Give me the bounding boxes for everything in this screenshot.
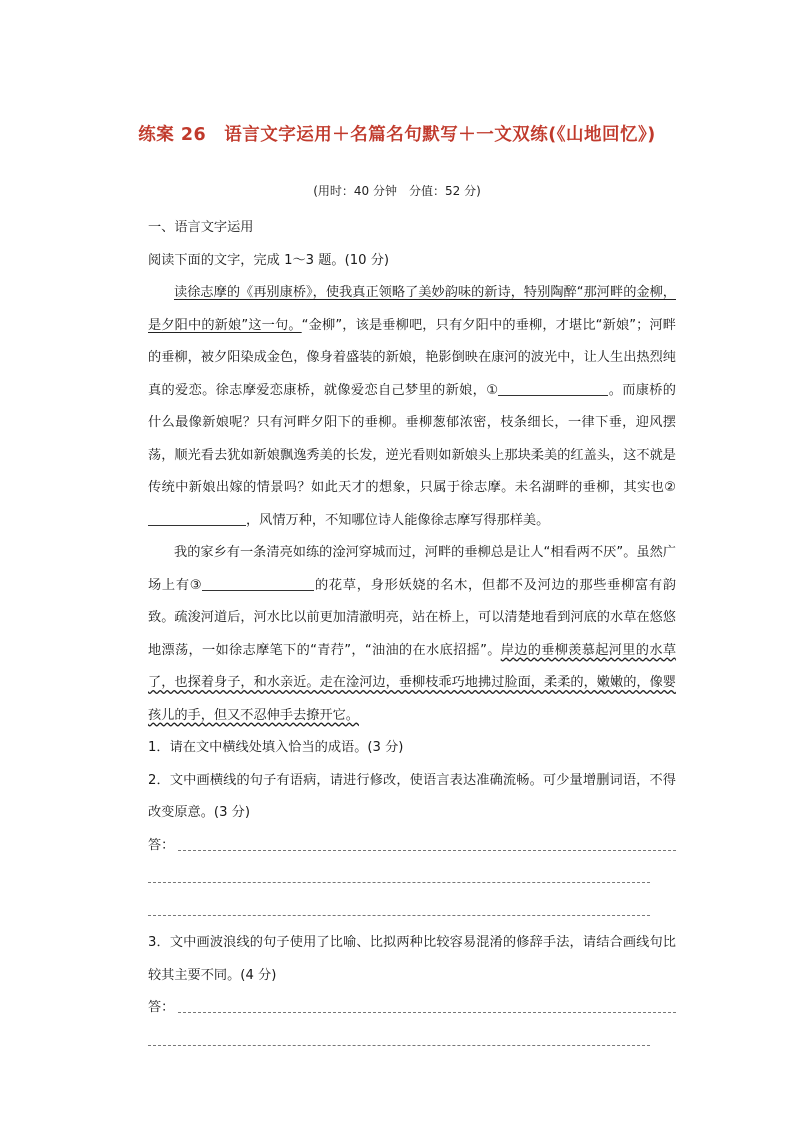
answer-line[interactable] (148, 895, 676, 928)
passage-paragraph-1 (148, 277, 676, 537)
question-1: 1．请在文中横线处填入恰当的成语。(3 分) (148, 740, 404, 755)
underlined-sentence-line-1: 读徐志摩的《再别康桥》，使我真正领略了美妙韵味的新诗，特别陶醉“那河畔的金柳， (174, 285, 676, 300)
answer-line[interactable] (148, 1025, 676, 1058)
section-heading: 一、语言文字运用 (148, 220, 254, 235)
dotted-line (148, 914, 650, 916)
passage-text: 的花草，身形妖娆的名木，但都不及河边的那些垂柳富有韵致。疏浚河道后，河水比以前更加清澈明亮，站在桥上，可以清楚地看到河底的水草在悠悠地漂荡，一如徐志摩笔下的“青荇”，“油油的在水底招摇”。 (148, 577, 677, 658)
underlined-sentence-line-2: 是夕阳中的新娘”这一句。 (148, 317, 302, 333)
answer-line[interactable] (148, 830, 676, 863)
dotted-line (148, 1044, 650, 1046)
answer-blank-3[interactable] (202, 576, 314, 591)
time-score-info: (用时：40 分钟 分值：52 分) (313, 184, 481, 198)
worksheet-content (148, 212, 676, 1057)
passage-text: ② (664, 480, 676, 495)
answer-label: 答： (148, 1000, 175, 1015)
question-2: 2．文中画横线的句子有语病，请进行修改，使语言表达准确流畅。可少量增删词语，不得改变原意。(3 分) (148, 772, 676, 820)
question-3: 3．文中画波浪线的句子使用了比喻、比拟两种比较容易混淆的修辞手法，请结合画线句比较其主要不同。(4 分) (148, 935, 676, 983)
dotted-line (178, 1011, 676, 1013)
answer-blank-2[interactable] (148, 511, 246, 526)
dotted-line (148, 881, 650, 883)
answer-label: 答： (148, 837, 175, 853)
page-title: 练案 26 语言文字运用＋名篇名句默写＋一文双练(《山地回忆》) (138, 125, 656, 145)
answer-blank-1[interactable] (498, 381, 608, 396)
passage-text: 我的家乡有一条清亮如练的淦河穿城而过，河畔的垂柳总是让人“相看两不厌”。虽然广场上有③ (148, 545, 676, 593)
passage-text: ，风情万种，不知哪位诗人能像徐志摩写得那样美。 (246, 512, 550, 528)
passage-text: “金柳”，该是垂柳吧，只有夕阳中的垂柳，才堪比“新娘”；河畔的垂柳，被夕阳染成金色，像身着盛装的新娘，艳影倒映在康河的波光中，让人生出热烈纯真的爱恋。徐志摩爱恋康桥，就像爱恋自己梦里的新娘，① (148, 317, 676, 398)
passage-text: 。而康桥的什么最像新娘呢？只有河畔夕阳下的垂柳。垂柳葱郁浓密，枝条细长，一律下垂，迎风摆荡，顺光看去犹如新娘飘逸秀美的长发，逆光看则如新娘头上那块柔美的红盖头，这不就是传统中新娘出嫁的情景吗？如此天才的想象，只属于徐志摩。未名湖畔的垂柳，其实也 (148, 382, 676, 495)
passage-paragraph-2 (148, 537, 676, 732)
reading-instruction: 阅读下面的文字，完成 1～3 题。(10 分) (148, 252, 390, 268)
answer-line[interactable] (148, 992, 676, 1025)
answer-line[interactable] (148, 862, 676, 895)
dotted-line (178, 849, 676, 851)
wavy-underlined-sentence: 岸边的垂柳羡慕起河里的水草了，也探着身子，和水亲近。走在淦河边，垂柳枝乖巧地拂过脸面，柔柔的，嫩嫩的，像婴孩儿的手，但又不忍伸手去撩开它。 (148, 642, 677, 723)
